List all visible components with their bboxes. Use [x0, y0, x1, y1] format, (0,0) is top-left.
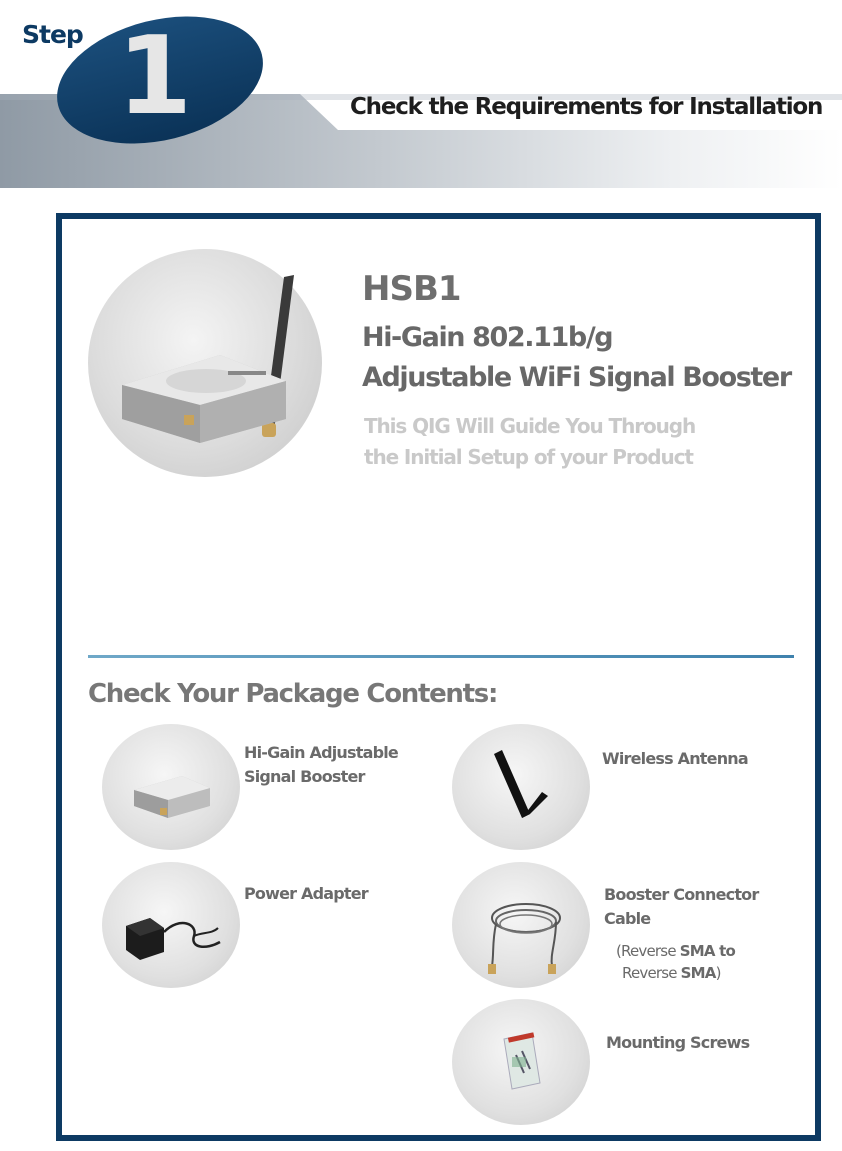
antenna-icon [452, 724, 590, 850]
step-label: Step [22, 20, 83, 49]
signal-booster-label-line1: Hi-Gain Adjustable [244, 743, 398, 762]
antenna-circle [452, 724, 590, 850]
antenna-label: Wireless Antenna [602, 749, 748, 768]
page-title: Check the Requirements for Installation [350, 94, 823, 120]
product-tagline-line1: This QIG Will Guide You Through [364, 414, 696, 438]
connector-cable-note-line2: Reverse SMA) [622, 964, 721, 982]
mounting-screws-icon [452, 999, 590, 1125]
product-subtitle-line1: Hi-Gain 802.11b/g [362, 322, 613, 353]
product-subtitle-line2: Adjustable WiFi Signal Booster [362, 362, 791, 393]
signal-booster-circle [102, 724, 240, 850]
power-adapter-label: Power Adapter [244, 884, 368, 903]
connector-cable-label-line1: Booster Connector [604, 885, 759, 904]
signal-booster-label-line2: Signal Booster [244, 767, 365, 786]
section-divider [88, 655, 794, 658]
package-contents-heading: Check Your Package Contents: [88, 679, 498, 709]
power-adapter-icon [102, 862, 240, 988]
connector-cable-circle [452, 862, 590, 988]
product-model: HSB1 [362, 269, 461, 309]
connector-cable-icon [452, 862, 590, 988]
content-panel [56, 213, 821, 1141]
connector-cable-label-line2: Cable [604, 909, 651, 928]
mounting-screws-label: Mounting Screws [606, 1033, 750, 1052]
mounting-screws-circle [452, 999, 590, 1125]
product-tagline-line2: the Initial Setup of your Product [364, 445, 693, 469]
signal-booster-icon [102, 724, 240, 850]
step-header [0, 0, 842, 190]
step-number: 1 [117, 14, 193, 139]
connector-cable-note-line1: (Reverse SMA to [616, 942, 735, 960]
signal-booster-photo-icon [88, 243, 348, 483]
power-adapter-circle [102, 862, 240, 988]
